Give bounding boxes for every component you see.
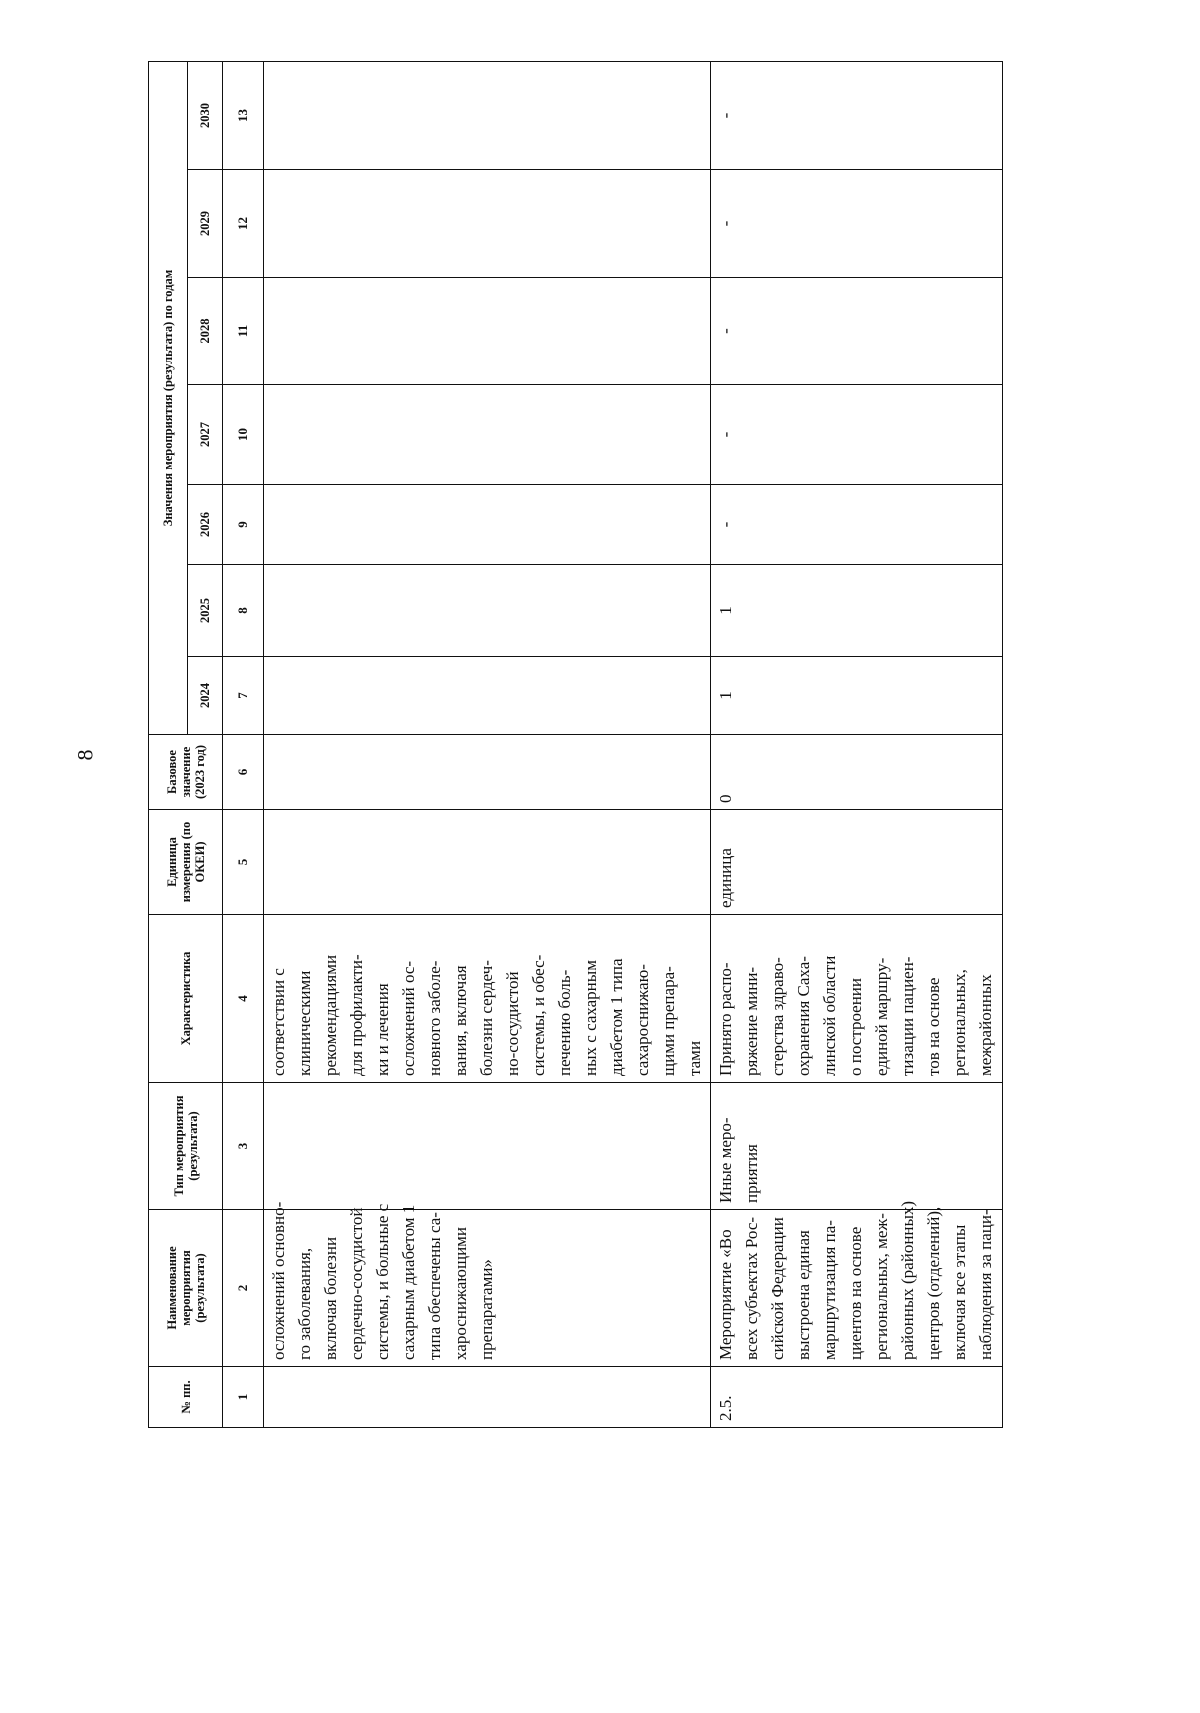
year-value-2024: 1 bbox=[711, 657, 1003, 735]
activity-name-line: включая все этапы bbox=[950, 1224, 969, 1360]
header-characteristic: Характеристика bbox=[149, 915, 223, 1083]
column-number: 7 bbox=[223, 657, 264, 735]
column-number: 1 bbox=[223, 1367, 264, 1428]
activity-name-line: сердечно-сосудистой bbox=[347, 1207, 366, 1360]
activity-characteristic-line: рекомендациями bbox=[321, 954, 340, 1076]
column-number: 6 bbox=[223, 735, 264, 810]
year-value-2025 bbox=[264, 565, 711, 657]
activity-name-line: циентов на основе bbox=[846, 1226, 865, 1360]
row-number: 2.5. bbox=[711, 1367, 1003, 1428]
activity-name bbox=[264, 1201, 711, 1367]
activities-table bbox=[148, 61, 1003, 1428]
year-value-2024 bbox=[264, 657, 711, 735]
year-value-2027: - bbox=[711, 385, 1003, 485]
column-number: 8 bbox=[223, 565, 264, 657]
activity-type bbox=[264, 1083, 711, 1210]
year-value-2026: - bbox=[711, 485, 1003, 565]
activity-type-line: Иные меро- bbox=[716, 1117, 735, 1203]
activity-name-line: всех субъектах Рос- bbox=[742, 1216, 761, 1360]
header-year-2029: 2029 bbox=[188, 170, 223, 278]
activity-characteristic-line: болезни сердеч- bbox=[477, 960, 496, 1076]
activity-characteristic-line: линской области bbox=[820, 955, 839, 1076]
activity-characteristic-line: стерства здраво- bbox=[768, 957, 787, 1076]
activity-characteristic-line: системы, и обес- bbox=[529, 954, 548, 1076]
activity-type bbox=[711, 1083, 1003, 1210]
header-base: Базовое значение (2023 год) bbox=[149, 735, 223, 810]
activity-characteristic-line: клиническими bbox=[295, 970, 314, 1076]
activity-name-line: региональных, меж- bbox=[872, 1213, 891, 1360]
activity-name-line: препаратами» bbox=[477, 1259, 496, 1360]
base-value bbox=[264, 735, 711, 810]
year-value-2028: - bbox=[711, 278, 1003, 385]
activity-name-line: осложнений основно- bbox=[269, 1201, 288, 1360]
header-year-2024: 2024 bbox=[188, 657, 223, 735]
activity-name-line: включая болезни bbox=[321, 1236, 340, 1360]
header-year-2030: 2030 bbox=[188, 61, 223, 169]
activity-name-line: маршрутизация па- bbox=[820, 1220, 839, 1360]
activity-characteristic-line: тов на основе bbox=[924, 977, 943, 1076]
column-number: 13 bbox=[223, 61, 264, 169]
header-year-2025: 2025 bbox=[188, 565, 223, 657]
column-number: 4 bbox=[223, 915, 264, 1083]
base-value: 0 bbox=[711, 735, 1003, 810]
activity-characteristic-line: щими препара- bbox=[659, 966, 678, 1076]
header-name: Наименование мероприятия (результата) bbox=[149, 1210, 223, 1367]
year-value-2030 bbox=[264, 61, 711, 169]
activity-characteristic-line: охранения Саха- bbox=[794, 956, 813, 1076]
year-value-2027 bbox=[264, 385, 711, 485]
header-values-by-year: Значения мероприятия (результата) по годам bbox=[149, 61, 188, 734]
activity-characteristic-line: новного заболе- bbox=[425, 960, 444, 1076]
activity-name-line: типа обеспечены са- bbox=[425, 1212, 444, 1360]
header-year-2027: 2027 bbox=[188, 385, 223, 485]
activity-characteristic-line: сахароснижаю- bbox=[633, 964, 652, 1076]
activity-characteristic-line: ряжение мини- bbox=[742, 966, 761, 1076]
activity-characteristic-line: осложнений ос- bbox=[399, 960, 418, 1076]
year-value-2029: - bbox=[711, 170, 1003, 278]
unit bbox=[264, 810, 711, 915]
header-type: Тип мероприятия (результата) bbox=[149, 1083, 223, 1210]
activity-name bbox=[711, 1200, 1003, 1367]
activity-characteristic-line: единой маршру- bbox=[872, 957, 891, 1076]
activity-name-line: хароснижающими bbox=[451, 1226, 470, 1360]
year-value-2026 bbox=[264, 485, 711, 565]
column-number: 12 bbox=[223, 170, 264, 278]
rotated-table-frame bbox=[148, 62, 995, 1428]
column-numbers-row bbox=[223, 61, 264, 1427]
year-value-2030: - bbox=[711, 61, 1003, 169]
column-number: 2 bbox=[223, 1210, 264, 1367]
activity-name-line: наблюдения за паци- bbox=[976, 1209, 995, 1360]
column-number: 11 bbox=[223, 278, 264, 385]
header-year-2026: 2026 bbox=[188, 485, 223, 565]
activity-characteristic-line: диабетом 1 типа bbox=[607, 958, 626, 1076]
activity-name-line: районных (районных) bbox=[898, 1200, 917, 1360]
activity-characteristic-line: вания, включая bbox=[451, 965, 470, 1076]
header-unit: Единица измерения (по ОКЕИ) bbox=[149, 810, 223, 915]
activity-characteristic-line: тами bbox=[685, 1040, 704, 1076]
activity-name-line: выстроена единая bbox=[794, 1230, 813, 1360]
activity-characteristic bbox=[264, 915, 711, 1083]
year-value-2029 bbox=[264, 170, 711, 278]
column-number: 10 bbox=[223, 385, 264, 485]
unit: единица bbox=[711, 810, 1003, 915]
activity-characteristic-line: ных с сахарным bbox=[581, 960, 600, 1076]
row-number bbox=[264, 1367, 711, 1428]
activity-characteristic-line: для профилакти- bbox=[347, 954, 366, 1076]
activity-type-line: приятия bbox=[742, 1144, 761, 1203]
year-value-2028 bbox=[264, 278, 711, 385]
activity-name-line: системы, и больные с bbox=[373, 1203, 392, 1360]
activity-characteristic-line: межрайонных bbox=[976, 974, 995, 1076]
activity-characteristic-line: ки и лечения bbox=[373, 983, 392, 1076]
activity-characteristic-line: о построении bbox=[846, 978, 865, 1076]
activity-characteristic-line: региональных, bbox=[950, 969, 969, 1076]
activity-characteristic-line: Принято распо- bbox=[716, 962, 735, 1076]
column-number: 9 bbox=[223, 485, 264, 565]
header-year-2028: 2028 bbox=[188, 278, 223, 385]
activity-name-line: центров (отделений), bbox=[924, 1206, 943, 1360]
activity-characteristic-line: но-сосудистой bbox=[503, 971, 522, 1076]
column-number: 3 bbox=[223, 1083, 264, 1210]
activity-characteristic bbox=[711, 915, 1003, 1083]
year-value-2025: 1 bbox=[711, 565, 1003, 657]
header-row-1 bbox=[149, 61, 188, 1427]
activity-name-line: го заболевания, bbox=[295, 1247, 314, 1360]
column-number: 5 bbox=[223, 810, 264, 915]
activity-characteristic-line: печению боль- bbox=[555, 969, 574, 1076]
table-row bbox=[711, 61, 1003, 1427]
table-row bbox=[264, 61, 711, 1427]
header-num: № пп. bbox=[149, 1367, 223, 1428]
activity-name-line: Мероприятие «Во bbox=[716, 1229, 735, 1360]
activity-name-line: сахарным диабетом 1 bbox=[399, 1204, 418, 1360]
activity-characteristic-line: тизации пациен- bbox=[898, 956, 917, 1076]
activity-name-line: сийской Федерации bbox=[768, 1217, 787, 1360]
page-number: 8 bbox=[72, 749, 98, 761]
activity-characteristic-line: соответствии с bbox=[269, 968, 288, 1076]
